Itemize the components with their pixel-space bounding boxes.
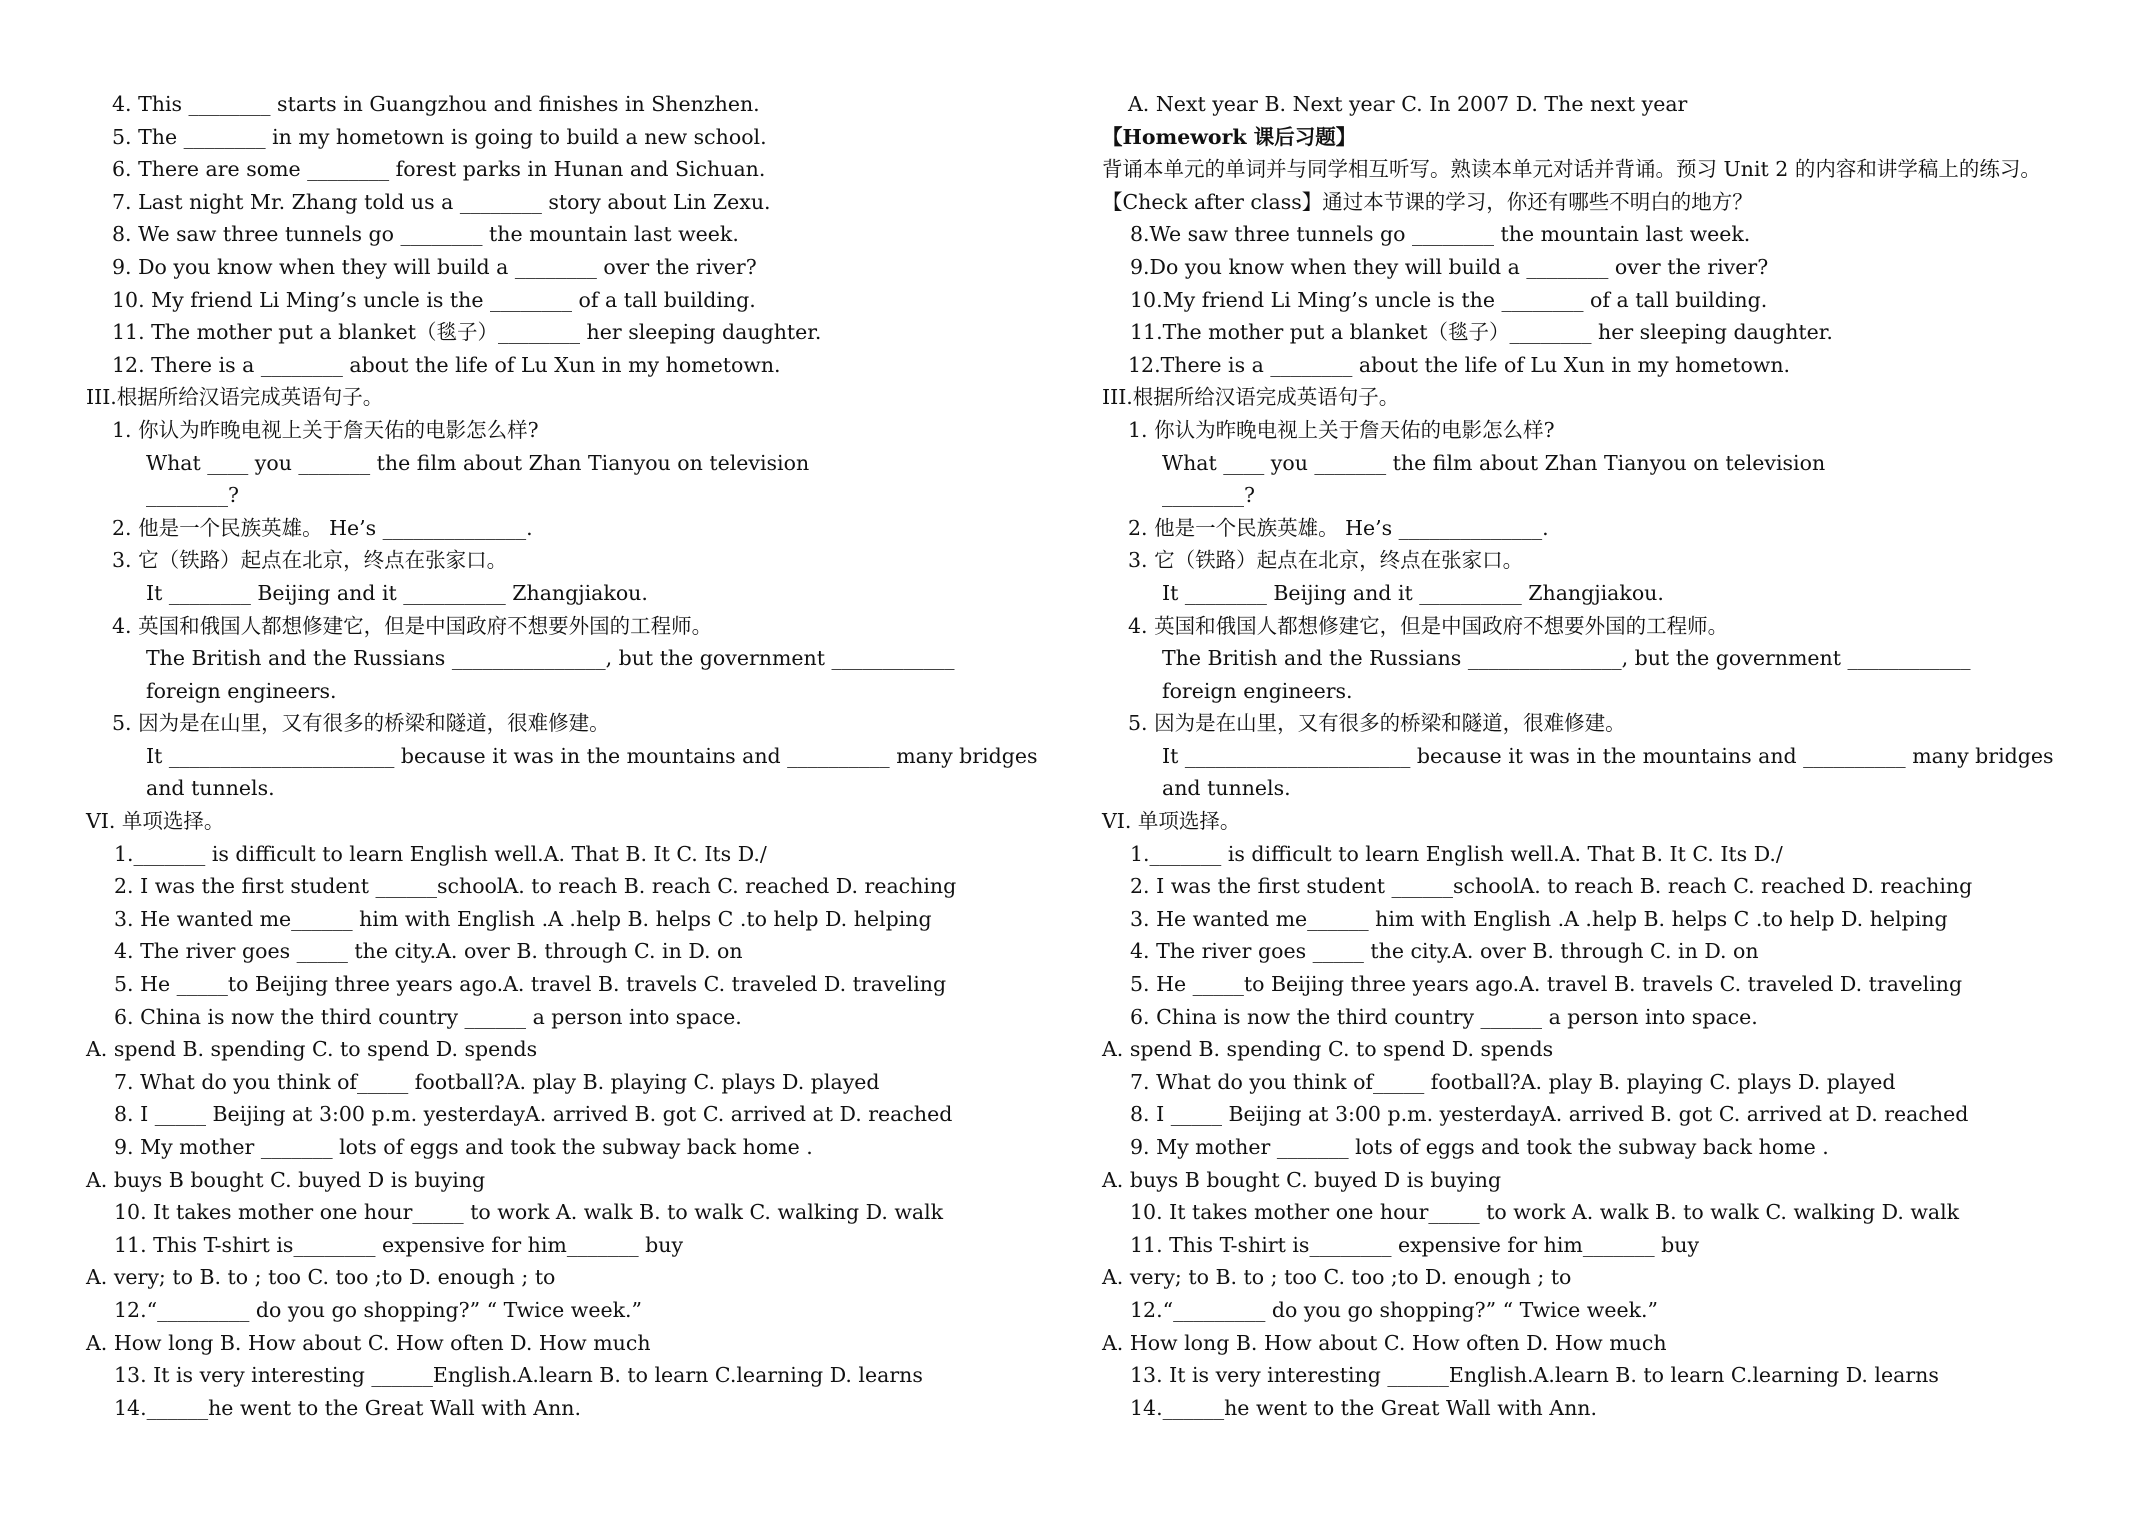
left-text-line: 10. My friend Li Ming’s uncle is the ________ of a tall building. (112, 287, 756, 312)
left-text-line: 5. He _____to Beijing three years ago.A. travel B. travels C. traveled D. traveling (114, 972, 947, 997)
right-text-line: 13. It is very interesting ______English.A.learn B. to learn C.learning D. learns (1130, 1363, 1939, 1388)
right-text-line: A. very; to B. to ; too C. too ;to D. enough ; to (1102, 1265, 1572, 1290)
right-text-line: 背诵本单元的单词并与同学相互听写。熟读本单元对话并背诵。预习 Unit 2 的内容和讲学稿上的练习。 (1102, 157, 2041, 182)
left-text-line: 4. This ________ starts in Guangzhou and finishes in Shenzhen. (112, 92, 760, 116)
left-text-line: 10. It takes mother one hour_____ to work A. walk B. to walk C. walking D. walk (114, 1200, 944, 1225)
left-text-line: A. How long B. How about C. How often D. How much (86, 1330, 651, 1355)
right-text-line: 3. 它（铁路）起点在北京，终点在张家口。 (1128, 548, 1524, 573)
left-text-line: 13. It is very interesting ______English.A.learn B. to learn C.learning D. learns (114, 1363, 923, 1388)
left-text-line: 6. China is now the third country ______ a person into space. (114, 1004, 742, 1029)
right-text-line: VI. 单项选择。 (1102, 809, 1241, 834)
right-text-line: 8.We saw three tunnels go ________ the mountain last week. (1130, 222, 1751, 247)
right-text-line: III.根据所给汉语完成英语句子。 (1102, 385, 1400, 410)
left-column (86, 88, 1086, 1424)
left-text-line: 2. I was the first student ______schoolA. to reach B. reach C. reached D. reaching (114, 874, 957, 899)
right-text-line: 【Check after class】通过本节课的学习，你还有哪些不明白的地方？ (1102, 189, 1753, 214)
left-text-line: 9. My mother _______ lots of eggs and took the subway back home . (114, 1135, 813, 1159)
left-text-line: ________? (146, 483, 239, 508)
right-text-line: 14.______he went to the Great Wall with Ann. (1130, 1395, 1597, 1420)
right-text-line: 10.My friend Li Ming’s uncle is the ________ of a tall building. (1130, 287, 1768, 312)
left-text-line: and tunnels. (146, 776, 275, 801)
right-text-line: 9.Do you know when they will build a ________ over the river? (1130, 254, 1769, 279)
left-text-line: 3. He wanted me______ him with English .A .help B. helps C .to help D. helping (114, 906, 932, 931)
left-text-line: foreign engineers. (146, 678, 337, 703)
right-text-line: 8. I _____ Beijing at 3:00 p.m. yesterdayA. arrived B. got C. arrived at D. reached (1130, 1102, 1969, 1127)
left-text-line: 8. I _____ Beijing at 3:00 p.m. yesterdayA. arrived B. got C. arrived at D. reached (114, 1102, 953, 1127)
left-text-line: 4. 英国和俄国人都想修建它，但是中国政府不想要外国的工程师。 (112, 613, 713, 638)
right-text-line: 3. He wanted me______ him with English .A .help B. helps C .to help D. helping (1130, 906, 1948, 931)
left-text-line: 2. 他是一个民族英雄。 He’s ______________. (112, 515, 533, 540)
left-text-line: It ________ Beijing and it __________ Zhangjiakou. (146, 580, 648, 605)
left-text-line: 11. This T-shirt is________ expensive for him_______ buy (114, 1232, 684, 1257)
right-text-line: 11. This T-shirt is________ expensive for him_______ buy (1130, 1232, 1700, 1257)
right-text-line: A. buys B bought C. buyed D is buying (1102, 1167, 1502, 1192)
left-text-line: 7. What do you think of_____ football?A. play B. playing C. plays D. played (114, 1069, 880, 1094)
right-text-line: 1._______ is difficult to learn English well.A. That B. It C. Its D./ (1130, 841, 1783, 866)
left-text-line: It ______________________ because it was in the mountains and __________ many bridges (146, 743, 1038, 768)
left-text-line: 12. There is a ________ about the life of Lu Xun in my hometown. (112, 352, 781, 377)
right-text-line: 6. China is now the third country ______ a person into space. (1130, 1004, 1758, 1029)
left-text-line: 9. Do you know when they will build a ________ over the river? (112, 254, 757, 279)
right-text-line: 2. I was the first student ______schoolA. to reach B. reach C. reached D. reaching (1130, 874, 1973, 899)
right-text-line: 5. He _____to Beijing three years ago.A. travel B. travels C. traveled D. traveling (1130, 972, 1963, 997)
right-text-line: A. Next year B. Next year C. In 2007 D. The next year (1128, 92, 1688, 116)
right-text-line: It ______________________ because it was in the mountains and __________ many bridges (1162, 743, 2054, 768)
left-text-line: The British and the Russians _______________, but the government ____________ (146, 646, 955, 671)
right-text-line: 12.There is a ________ about the life of Lu Xun in my hometown. (1128, 352, 1791, 377)
right-text-line: It ________ Beijing and it __________ Zhangjiakou. (1162, 580, 1664, 605)
right-text-line: 1. 你认为昨晚电视上关于詹天佑的电影怎么样? (1128, 417, 1555, 442)
left-text-line: VI. 单项选择。 (86, 809, 225, 834)
left-text-line: 14.______he went to the Great Wall with Ann. (114, 1395, 581, 1420)
right-text-line: and tunnels. (1162, 776, 1291, 801)
left-text-line: 5. 因为是在山里，又有很多的桥梁和隧道，很难修建。 (112, 711, 610, 736)
left-text-line: 11. The mother put a blanket（毯子）________ her sleeping daughter. (112, 320, 822, 345)
right-text-line: 7. What do you think of_____ football?A. play B. playing C. plays D. played (1130, 1069, 1896, 1094)
left-text-line: 5. The ________ in my hometown is going to build a new school. (112, 124, 767, 149)
right-text-line: 9. My mother _______ lots of eggs and took the subway back home . (1130, 1135, 1829, 1159)
right-column (1102, 88, 2102, 1424)
left-text-line: 6. There are some ________ forest parks in Hunan and Sichuan. (112, 157, 766, 182)
left-text-line: 4. The river goes _____ the city.A. over B. through C. in D. on (114, 939, 743, 964)
right-text-line: What ____ you _______ the film about Zhan Tianyou on television (1162, 450, 1826, 475)
right-text-line: foreign engineers. (1162, 678, 1353, 703)
left-text-line: A. spend B. spending C. to spend D. spends (86, 1037, 538, 1062)
right-text-line: 4. The river goes _____ the city.A. over B. through C. in D. on (1130, 939, 1759, 964)
right-text-line: 12.“_________ do you go shopping?” “ Twice week.” (1130, 1297, 1659, 1322)
right-text-line: A. spend B. spending C. to spend D. spends (1102, 1037, 1554, 1062)
left-text-line: A. buys B bought C. buyed D is buying (86, 1167, 486, 1192)
left-text-line: 1._______ is difficult to learn English well.A. That B. It C. Its D./ (114, 841, 767, 866)
right-text-line: The British and the Russians _______________, but the government ____________ (1162, 646, 1971, 671)
right-text-line: A. How long B. How about C. How often D. How much (1102, 1330, 1667, 1355)
right-text-line: 11.The mother put a blanket（毯子）________ her sleeping daughter. (1130, 320, 1833, 345)
right-text-line: ________? (1162, 483, 1255, 508)
right-text-line: 【Homework 课后习题】 (1102, 124, 1357, 149)
left-text-line: What ____ you _______ the film about Zhan Tianyou on television (146, 450, 810, 475)
right-text-line: 5. 因为是在山里，又有很多的桥梁和隧道，很难修建。 (1128, 711, 1626, 736)
right-text-line: 4. 英国和俄国人都想修建它，但是中国政府不想要外国的工程师。 (1128, 613, 1729, 638)
left-text-line: III.根据所给汉语完成英语句子。 (86, 385, 384, 410)
left-text-line: 8. We saw three tunnels go ________ the mountain last week. (112, 222, 739, 247)
right-text-line: 10. It takes mother one hour_____ to work A. walk B. to walk C. walking D. walk (1130, 1200, 1960, 1225)
left-text-line: 1. 你认为昨晚电视上关于詹天佑的电影怎么样? (112, 417, 539, 442)
left-text-line: 12.“_________ do you go shopping?” “ Twice week.” (114, 1297, 643, 1322)
left-text-line: A. very; to B. to ; too C. too ;to D. enough ; to (86, 1265, 556, 1290)
left-text-line: 7. Last night Mr. Zhang told us a ________ story about Lin Zexu. (112, 189, 771, 214)
left-text-line: 3. 它（铁路）起点在北京，终点在张家口。 (112, 548, 508, 573)
right-text-line: 2. 他是一个民族英雄。 He’s ______________. (1128, 515, 1549, 540)
